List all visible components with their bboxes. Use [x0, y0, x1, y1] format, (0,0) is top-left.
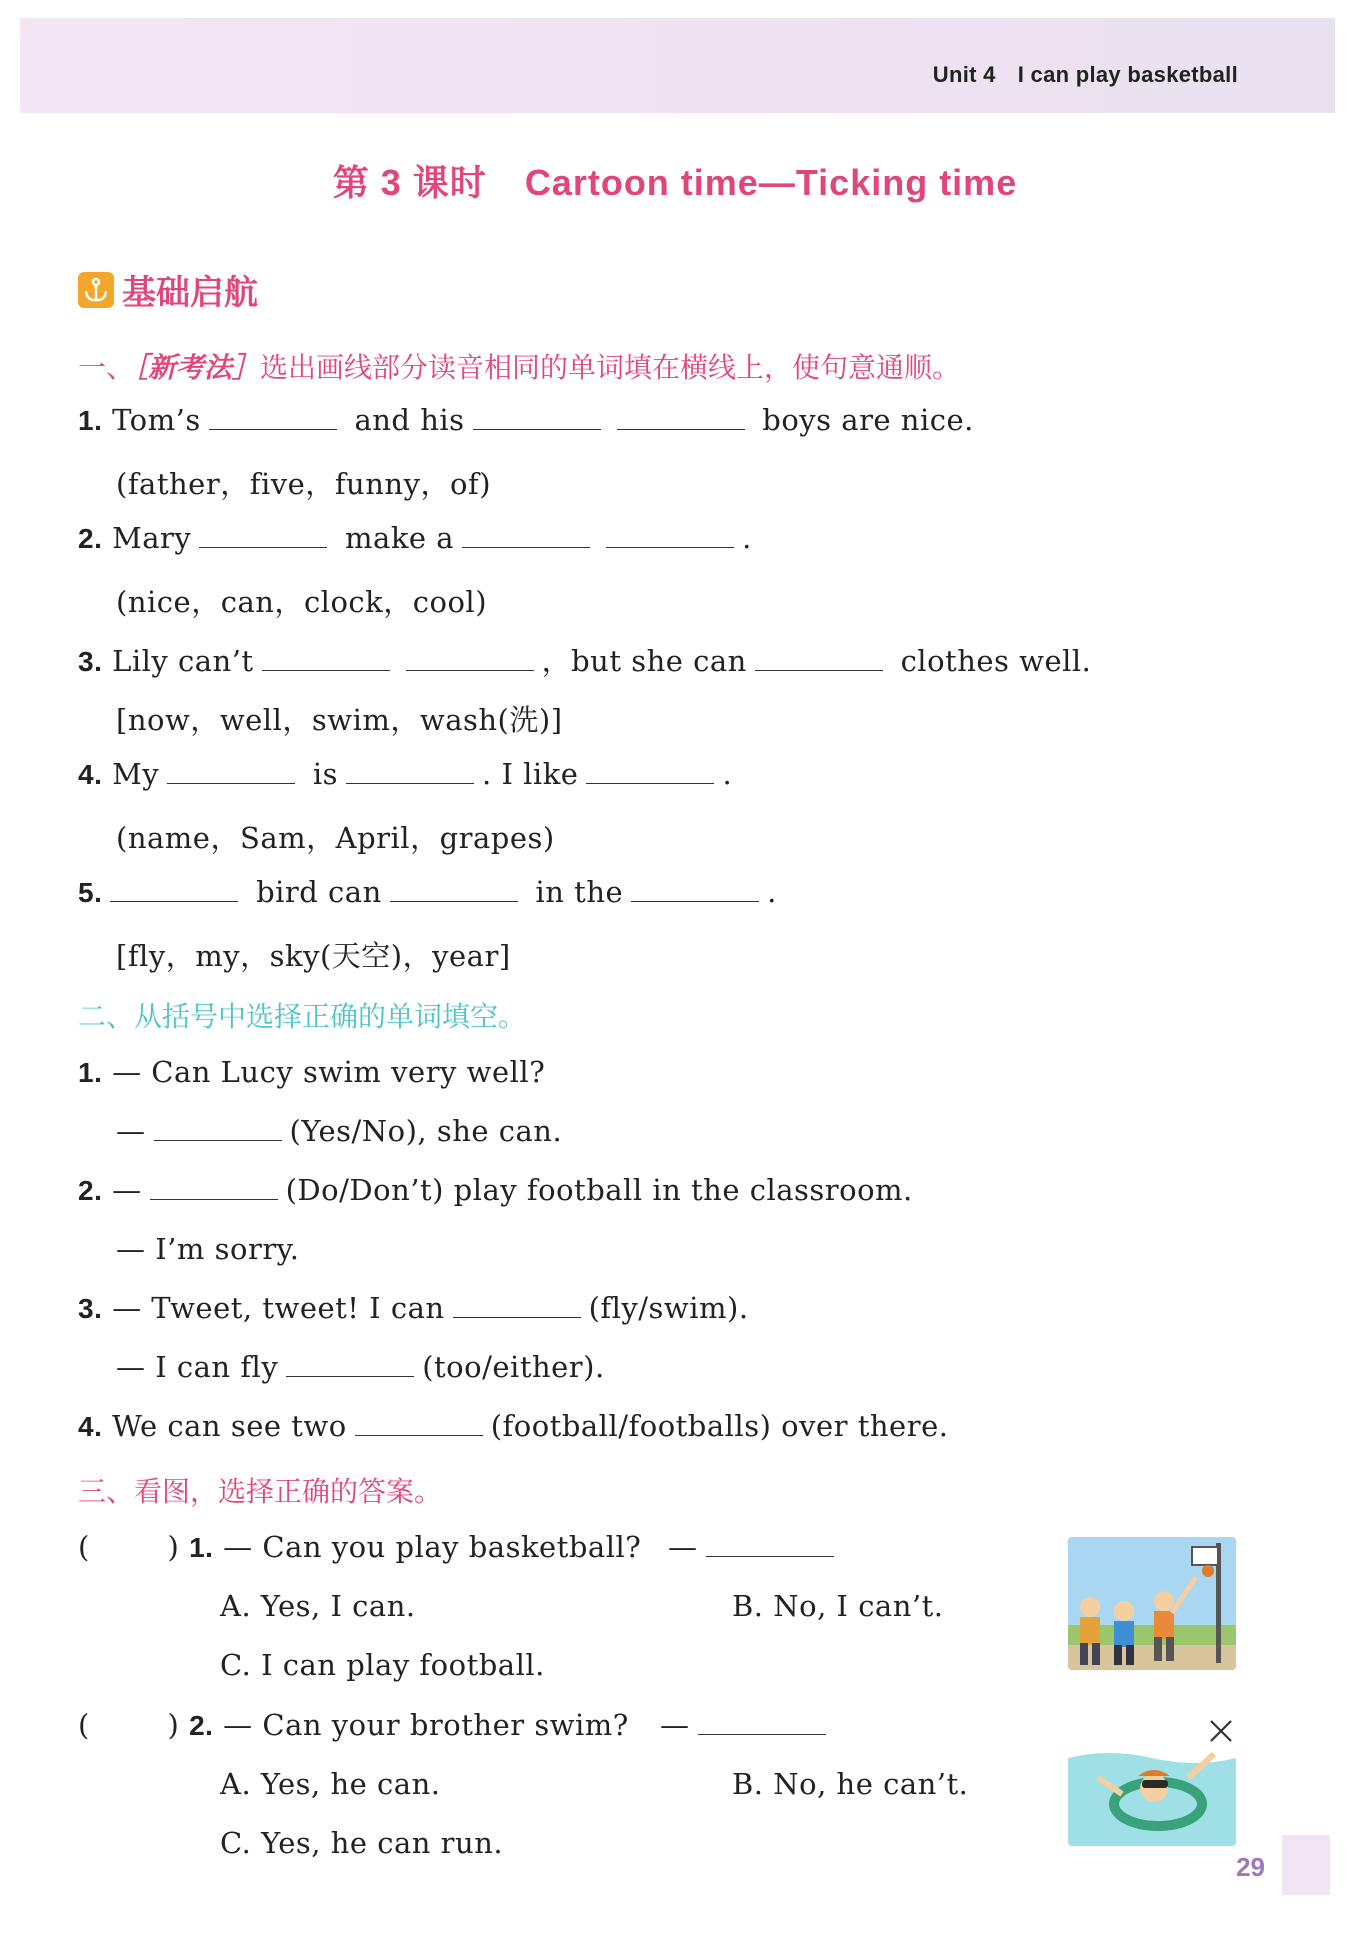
answer-blank[interactable]	[473, 403, 601, 430]
text: —	[116, 1114, 146, 1148]
ex1-item5-words: [fly，my，sky(天空)，year]	[116, 939, 511, 973]
text: — I can fly	[116, 1350, 279, 1384]
answer-blank[interactable]	[209, 403, 337, 430]
text: —	[668, 1530, 698, 1564]
option-b[interactable]: B. No, he can’t.	[732, 1767, 969, 1801]
section-banner-label: 基础启航	[122, 273, 258, 313]
word: funny	[334, 467, 421, 501]
text: . I like	[482, 757, 579, 791]
ex2-item3-line1	[78, 1291, 749, 1325]
word: five	[249, 467, 306, 501]
word: clock	[303, 585, 384, 619]
ex1-item3-sentence	[78, 639, 1091, 680]
answer-blank[interactable]	[617, 403, 745, 430]
text: (Yes/No), she can.	[289, 1114, 563, 1148]
text: bird can	[256, 875, 382, 909]
page-tab	[1282, 1835, 1330, 1895]
answer-blank[interactable]	[167, 757, 295, 784]
word: April	[335, 821, 411, 855]
ex1-item4-sentence	[78, 757, 732, 791]
answer-blank[interactable]	[698, 1708, 826, 1735]
lesson-period: 第 3 课时	[332, 162, 487, 203]
word: of	[449, 467, 480, 501]
text: ]	[498, 939, 511, 973]
text: )	[542, 821, 555, 855]
text: is	[312, 757, 339, 791]
ex2-item1-question	[78, 1055, 545, 1089]
text: [	[116, 703, 128, 737]
lesson-name: Cartoon time—Ticking time	[524, 162, 1018, 203]
text: [	[116, 939, 128, 973]
text: boys are nice.	[762, 403, 974, 437]
answer-blank[interactable]	[586, 757, 714, 784]
page-number: 29	[1236, 1852, 1265, 1882]
word: nice	[127, 585, 192, 619]
answer-blank[interactable]	[606, 521, 734, 548]
item-number: 3.	[78, 646, 103, 677]
word: year	[432, 939, 499, 973]
text: —	[112, 1173, 142, 1207]
word: sky(天空)	[269, 939, 403, 973]
answer-blank[interactable]	[262, 644, 390, 671]
text: — Tweet, tweet! I can	[112, 1291, 445, 1325]
ex3-item2-answer-line	[660, 1708, 834, 1742]
ex1-item2-words: (nice，can，clock，cool)	[116, 585, 488, 619]
text: .	[742, 521, 752, 555]
ex1-item3-words: [now，well，swim，wash(洗)]	[116, 703, 563, 737]
text: (	[116, 467, 128, 501]
item-number: 1.	[189, 1532, 214, 1563]
answer-blank[interactable]	[406, 644, 534, 671]
basketball-picture	[1068, 1537, 1236, 1670]
lesson-title	[0, 155, 1350, 206]
word: wash(洗)	[419, 703, 551, 737]
word: Sam	[239, 821, 307, 855]
ex2-item2-line1	[78, 1173, 913, 1207]
ex3-item1-question	[78, 1530, 641, 1564]
text: — Can you play basketball?	[223, 1530, 642, 1564]
text: — Can your brother swim?	[223, 1708, 629, 1742]
text: (	[116, 821, 128, 855]
ex1-item5-sentence	[78, 875, 777, 909]
item-number: 1.	[78, 1057, 103, 1088]
answer-paren[interactable]: ( )	[78, 1708, 180, 1742]
text: (Do/Don’t) play football in the classroom.	[285, 1173, 913, 1207]
item-number: 1.	[78, 405, 103, 436]
answer-blank[interactable]	[355, 1409, 483, 1436]
text: Mary	[112, 521, 192, 555]
option-a[interactable]: A. Yes, I can.	[220, 1589, 416, 1623]
word: well	[219, 703, 283, 737]
text: .	[767, 875, 777, 909]
option-a[interactable]: A. Yes, he can.	[220, 1767, 441, 1801]
ex1-item4-words: (name，Sam，April，grapes)	[116, 821, 555, 855]
item-number: 2.	[78, 1175, 103, 1206]
header-unit: Unit 4	[932, 62, 996, 87]
item-number: 4.	[78, 1411, 103, 1442]
answer-blank[interactable]	[390, 875, 518, 902]
running-header	[933, 62, 1238, 88]
word: father	[127, 467, 221, 501]
answer-blank[interactable]	[286, 1350, 414, 1377]
answer-blank[interactable]	[346, 757, 474, 784]
text: make a	[345, 521, 455, 555]
text: —	[660, 1708, 690, 1742]
exercise2-heading: 二、从括号中选择正确的单词填空。	[78, 1000, 527, 1033]
text: Tom’s	[112, 403, 201, 437]
exercise1-instruction: 选出画线部分读音相同的单词填在横线上，使句意通顺。	[260, 351, 961, 384]
ex2-item2-line2: — I’m sorry.	[116, 1232, 300, 1266]
answer-blank[interactable]	[110, 875, 238, 902]
text: Lily can’t	[112, 644, 254, 678]
ex3-item1-answer-line	[668, 1530, 842, 1564]
word: fly	[127, 939, 166, 973]
word: cool	[412, 585, 476, 619]
ex1-item1-words: (father，five，funny，of)	[116, 467, 492, 501]
cross-mark-icon	[1208, 1718, 1234, 1744]
ex3-item2-question	[78, 1708, 629, 1742]
item-number: 2.	[78, 523, 103, 554]
text: )	[479, 467, 492, 501]
word: swim	[311, 703, 391, 737]
option-c[interactable]: C. Yes, he can run.	[220, 1826, 504, 1860]
text: We can see two	[112, 1409, 347, 1443]
word: can	[220, 585, 275, 619]
word: my	[195, 939, 241, 973]
item-number: 3.	[78, 1293, 103, 1324]
exercise3-heading: 三、看图，选择正确的答案。	[78, 1475, 443, 1508]
item-number: 4.	[78, 759, 103, 790]
answer-blank[interactable]	[199, 521, 327, 548]
section-banner	[78, 265, 258, 314]
text: .	[722, 757, 733, 791]
text: and his	[354, 403, 465, 437]
exercise1-number: 一、	[78, 351, 135, 384]
word: now	[127, 703, 191, 737]
text: clothes well.	[900, 644, 1092, 678]
text: (too/either).	[422, 1350, 605, 1384]
ex2-item3-line2	[116, 1350, 605, 1384]
text: ]	[550, 703, 563, 737]
option-c[interactable]: C. I can play football.	[220, 1648, 545, 1682]
answer-blank[interactable]	[462, 521, 590, 548]
option-b[interactable]: B. No, I can’t.	[732, 1589, 944, 1623]
answer-blank[interactable]	[150, 1173, 278, 1200]
header-title: I can play basketball	[1017, 62, 1238, 87]
exercise1-heading	[78, 346, 960, 386]
word: name	[127, 821, 211, 855]
text: (	[116, 585, 128, 619]
answer-blank[interactable]	[154, 1114, 282, 1141]
answer-paren[interactable]: ( )	[78, 1530, 180, 1564]
ex2-item4-line1	[78, 1409, 948, 1443]
answer-blank[interactable]	[631, 875, 759, 902]
item-number: 5.	[78, 877, 103, 908]
text: in the	[535, 875, 624, 909]
text: )	[475, 585, 488, 619]
exercise1-tag: ［新考法］	[134, 351, 261, 384]
answer-blank[interactable]	[755, 644, 883, 671]
text: (fly/swim).	[588, 1291, 749, 1325]
text: My	[112, 757, 160, 791]
ex1-item1-sentence	[78, 403, 974, 437]
item-number: 2.	[189, 1710, 214, 1741]
text: — Can Lucy swim very well?	[112, 1055, 546, 1089]
ex2-item1-answer	[116, 1114, 562, 1148]
ex1-item2-sentence	[78, 521, 752, 555]
answer-blank[interactable]	[453, 1291, 581, 1318]
anchor-icon	[78, 272, 114, 308]
text: (football/footballs) over there.	[490, 1409, 949, 1443]
text: ，but she can	[541, 644, 747, 678]
answer-blank[interactable]	[706, 1530, 834, 1557]
word: grapes	[439, 821, 543, 855]
